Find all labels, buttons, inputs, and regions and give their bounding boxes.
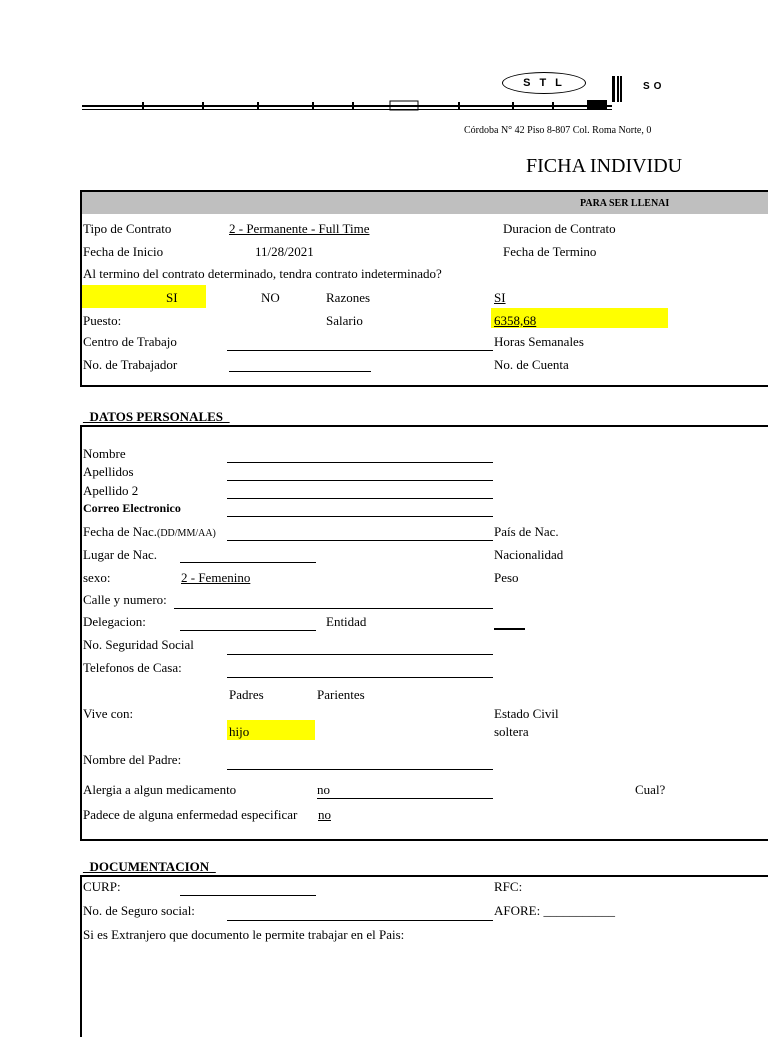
- calle-label: Calle y numero:: [83, 592, 167, 607]
- documentation-section: [80, 875, 768, 1037]
- fecha-nac-field[interactable]: [227, 540, 493, 541]
- padres-option[interactable]: Padres: [229, 687, 264, 702]
- apellidos-label: Apellidos: [83, 464, 134, 479]
- seguro-social-field[interactable]: [227, 920, 493, 921]
- nombre-padre-label: Nombre del Padre:: [83, 752, 182, 767]
- seguridad-social-label: No. Seguridad Social: [83, 637, 194, 652]
- sexo-value[interactable]: 2 - Femenino: [181, 570, 251, 585]
- apellido2-label: Apellido 2: [83, 483, 139, 498]
- si-highlight: [82, 285, 206, 308]
- correo-field[interactable]: [227, 516, 493, 517]
- page-title: FICHA INDIVIDU: [526, 155, 683, 177]
- section-header-text: PARA SER LLENAI: [580, 198, 670, 209]
- company-name: SO: [643, 81, 666, 92]
- razones-label: Razones: [326, 290, 371, 305]
- sexo-label: sexo:: [83, 570, 111, 585]
- calle-field[interactable]: [174, 608, 493, 609]
- personal-section: [80, 425, 768, 841]
- alergia-value[interactable]: no: [317, 782, 330, 797]
- delegacion-label: Delegacion:: [83, 614, 146, 629]
- rfc-label: RFC:: [494, 879, 523, 894]
- estado-civil-value[interactable]: soltera: [494, 724, 529, 739]
- enfermedad-value[interactable]: no: [318, 807, 331, 822]
- peso-label: Peso: [494, 570, 519, 585]
- seguridad-social-field[interactable]: [227, 654, 493, 655]
- salario-value[interactable]: 6358,68: [494, 313, 537, 328]
- afore-label[interactable]: AFORE: ___________: [494, 903, 615, 918]
- curp-field[interactable]: [180, 895, 316, 896]
- company-address: Córdoba N° 42 Piso 8-807 Col. Roma Norte, 0: [464, 125, 652, 136]
- fecha-nac-format: (DD/MM/AA): [157, 528, 216, 539]
- si-option[interactable]: SI: [166, 290, 178, 305]
- fecha-termino-label: Fecha de Termino: [503, 244, 597, 259]
- curp-label: CURP:: [83, 879, 121, 894]
- no-option[interactable]: NO: [261, 290, 280, 305]
- correo-label: Correo Electronico: [83, 501, 181, 515]
- tipo-contrato-label: Tipo de Contrato: [83, 221, 172, 236]
- logo-bars-icon: [612, 76, 622, 102]
- telefonos-label: Telefonos de Casa:: [83, 660, 182, 675]
- centro-trabajo-field[interactable]: [227, 350, 493, 351]
- apellidos-field[interactable]: [227, 480, 493, 481]
- no-trabajador-field[interactable]: [229, 371, 371, 372]
- entidad-label: Entidad: [326, 614, 367, 629]
- fecha-nac-label-text: Fecha de Nac.: [83, 524, 157, 539]
- razones-value[interactable]: SI: [494, 290, 506, 305]
- apellido2-field[interactable]: [227, 498, 493, 499]
- datos-personales-title: _DATOS PERSONALES_: [83, 409, 230, 424]
- entidad-field[interactable]: [494, 628, 525, 630]
- fecha-nac-label: [83, 524, 216, 541]
- nombre-label: Nombre: [83, 446, 126, 461]
- horas-semanales-label: Horas Semanales: [494, 334, 584, 349]
- vive-con-label: Vive con:: [83, 706, 134, 721]
- lugar-nac-field[interactable]: [180, 562, 316, 563]
- alergia-field[interactable]: [317, 798, 493, 799]
- tipo-contrato-value[interactable]: 2 - Permanente - Full Time: [229, 221, 370, 236]
- telefonos-field[interactable]: [227, 677, 493, 678]
- no-trabajador-label: No. de Trabajador: [83, 357, 178, 372]
- seguro-social-label: No. de Seguro social:: [83, 903, 195, 918]
- cual-label: Cual?: [635, 782, 666, 797]
- salario-label: Salario: [326, 313, 363, 328]
- documentacion-title: _DOCUMENTACION_: [83, 859, 216, 874]
- contrato-question: Al termino del contrato determinado, tendra contrato indeterminado?: [83, 266, 442, 281]
- extranjero-label: Si es Extranjero que documento le permite trabajar en el Pais:: [83, 927, 405, 942]
- estado-civil-label: Estado Civil: [494, 706, 559, 721]
- nombre-field[interactable]: [227, 462, 493, 463]
- parientes-option[interactable]: Parientes: [317, 687, 365, 702]
- vive-con-value[interactable]: hijo: [229, 724, 250, 739]
- company-logo: STL: [502, 72, 586, 94]
- nacionalidad-label: Nacionalidad: [494, 547, 564, 562]
- letterhead-rule-graphic: [82, 96, 682, 112]
- nombre-padre-field[interactable]: [227, 769, 493, 770]
- lugar-nac-label: Lugar de Nac.: [83, 547, 157, 562]
- fecha-inicio-label: Fecha de Inicio: [83, 244, 164, 259]
- centro-trabajo-label: Centro de Trabajo: [83, 334, 177, 349]
- enfermedad-label: Padece de alguna enfermedad especificar: [83, 807, 298, 822]
- alergia-label: Alergia a algun medicamento: [83, 782, 237, 797]
- duracion-label: Duracion de Contrato: [503, 221, 616, 236]
- pais-nac-label: País de Nac.: [494, 524, 559, 539]
- delegacion-field[interactable]: [180, 630, 316, 631]
- fecha-inicio-value[interactable]: 11/28/2021: [255, 244, 314, 259]
- no-cuenta-label: No. de Cuenta: [494, 357, 569, 372]
- puesto-label: Puesto:: [83, 313, 122, 328]
